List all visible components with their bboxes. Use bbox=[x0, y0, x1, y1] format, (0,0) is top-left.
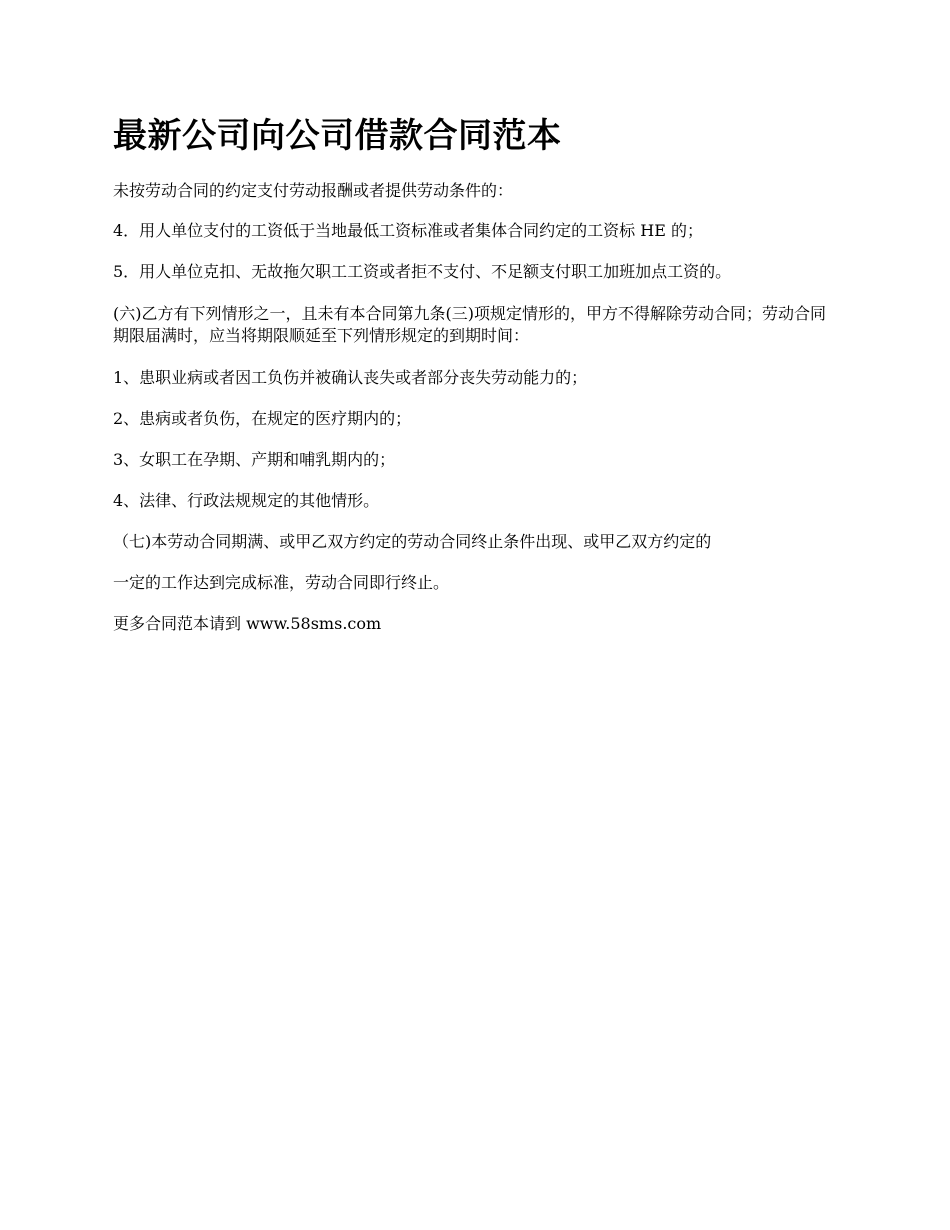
list-item-2: 2、患病或者负伤，在规定的医疗期内的； bbox=[113, 409, 412, 428]
paragraph-section-7-cont: 一定的工作达到完成标准，劳动合同即行终止。 bbox=[113, 573, 450, 592]
paragraph-intro: 未按劳动合同的约定支付劳动报酬或者提供劳动条件的： bbox=[113, 181, 514, 200]
footer-link-text: 更多合同范本请到 www.58sms.com bbox=[113, 614, 382, 633]
paragraph-item-5: 5．用人单位克扣、无故拖欠职工工资或者拒不支付、不足额支付职工加班加点工资的。 bbox=[113, 262, 732, 281]
paragraph-section-7: （七)本劳动合同期满、或甲乙双方约定的劳动合同终止条件出现、或甲乙双方约定的 bbox=[113, 532, 712, 551]
paragraph-section-6: (六)乙方有下列情形之一，且未有本合同第九条(三)项规定情形的，甲方不得解除劳动合同；劳动合同期限届满时，应当将期限顺延至下列情形规定的到期时间： bbox=[113, 304, 826, 345]
document-title: 最新公司向公司借款合同范本 bbox=[113, 116, 562, 156]
list-item-4: 4、法律、行政法规规定的其他情形。 bbox=[113, 491, 380, 510]
paragraph-item-4: 4．用人单位支付的工资低于当地最低工资标准或者集体合同约定的工资标 HE 的； bbox=[113, 221, 703, 240]
list-item-1: 1、患职业病或者因工负伤并被确认丧失或者部分丧失劳动能力的； bbox=[113, 368, 588, 387]
list-item-3: 3、女职工在孕期、产期和哺乳期内的； bbox=[113, 450, 396, 469]
